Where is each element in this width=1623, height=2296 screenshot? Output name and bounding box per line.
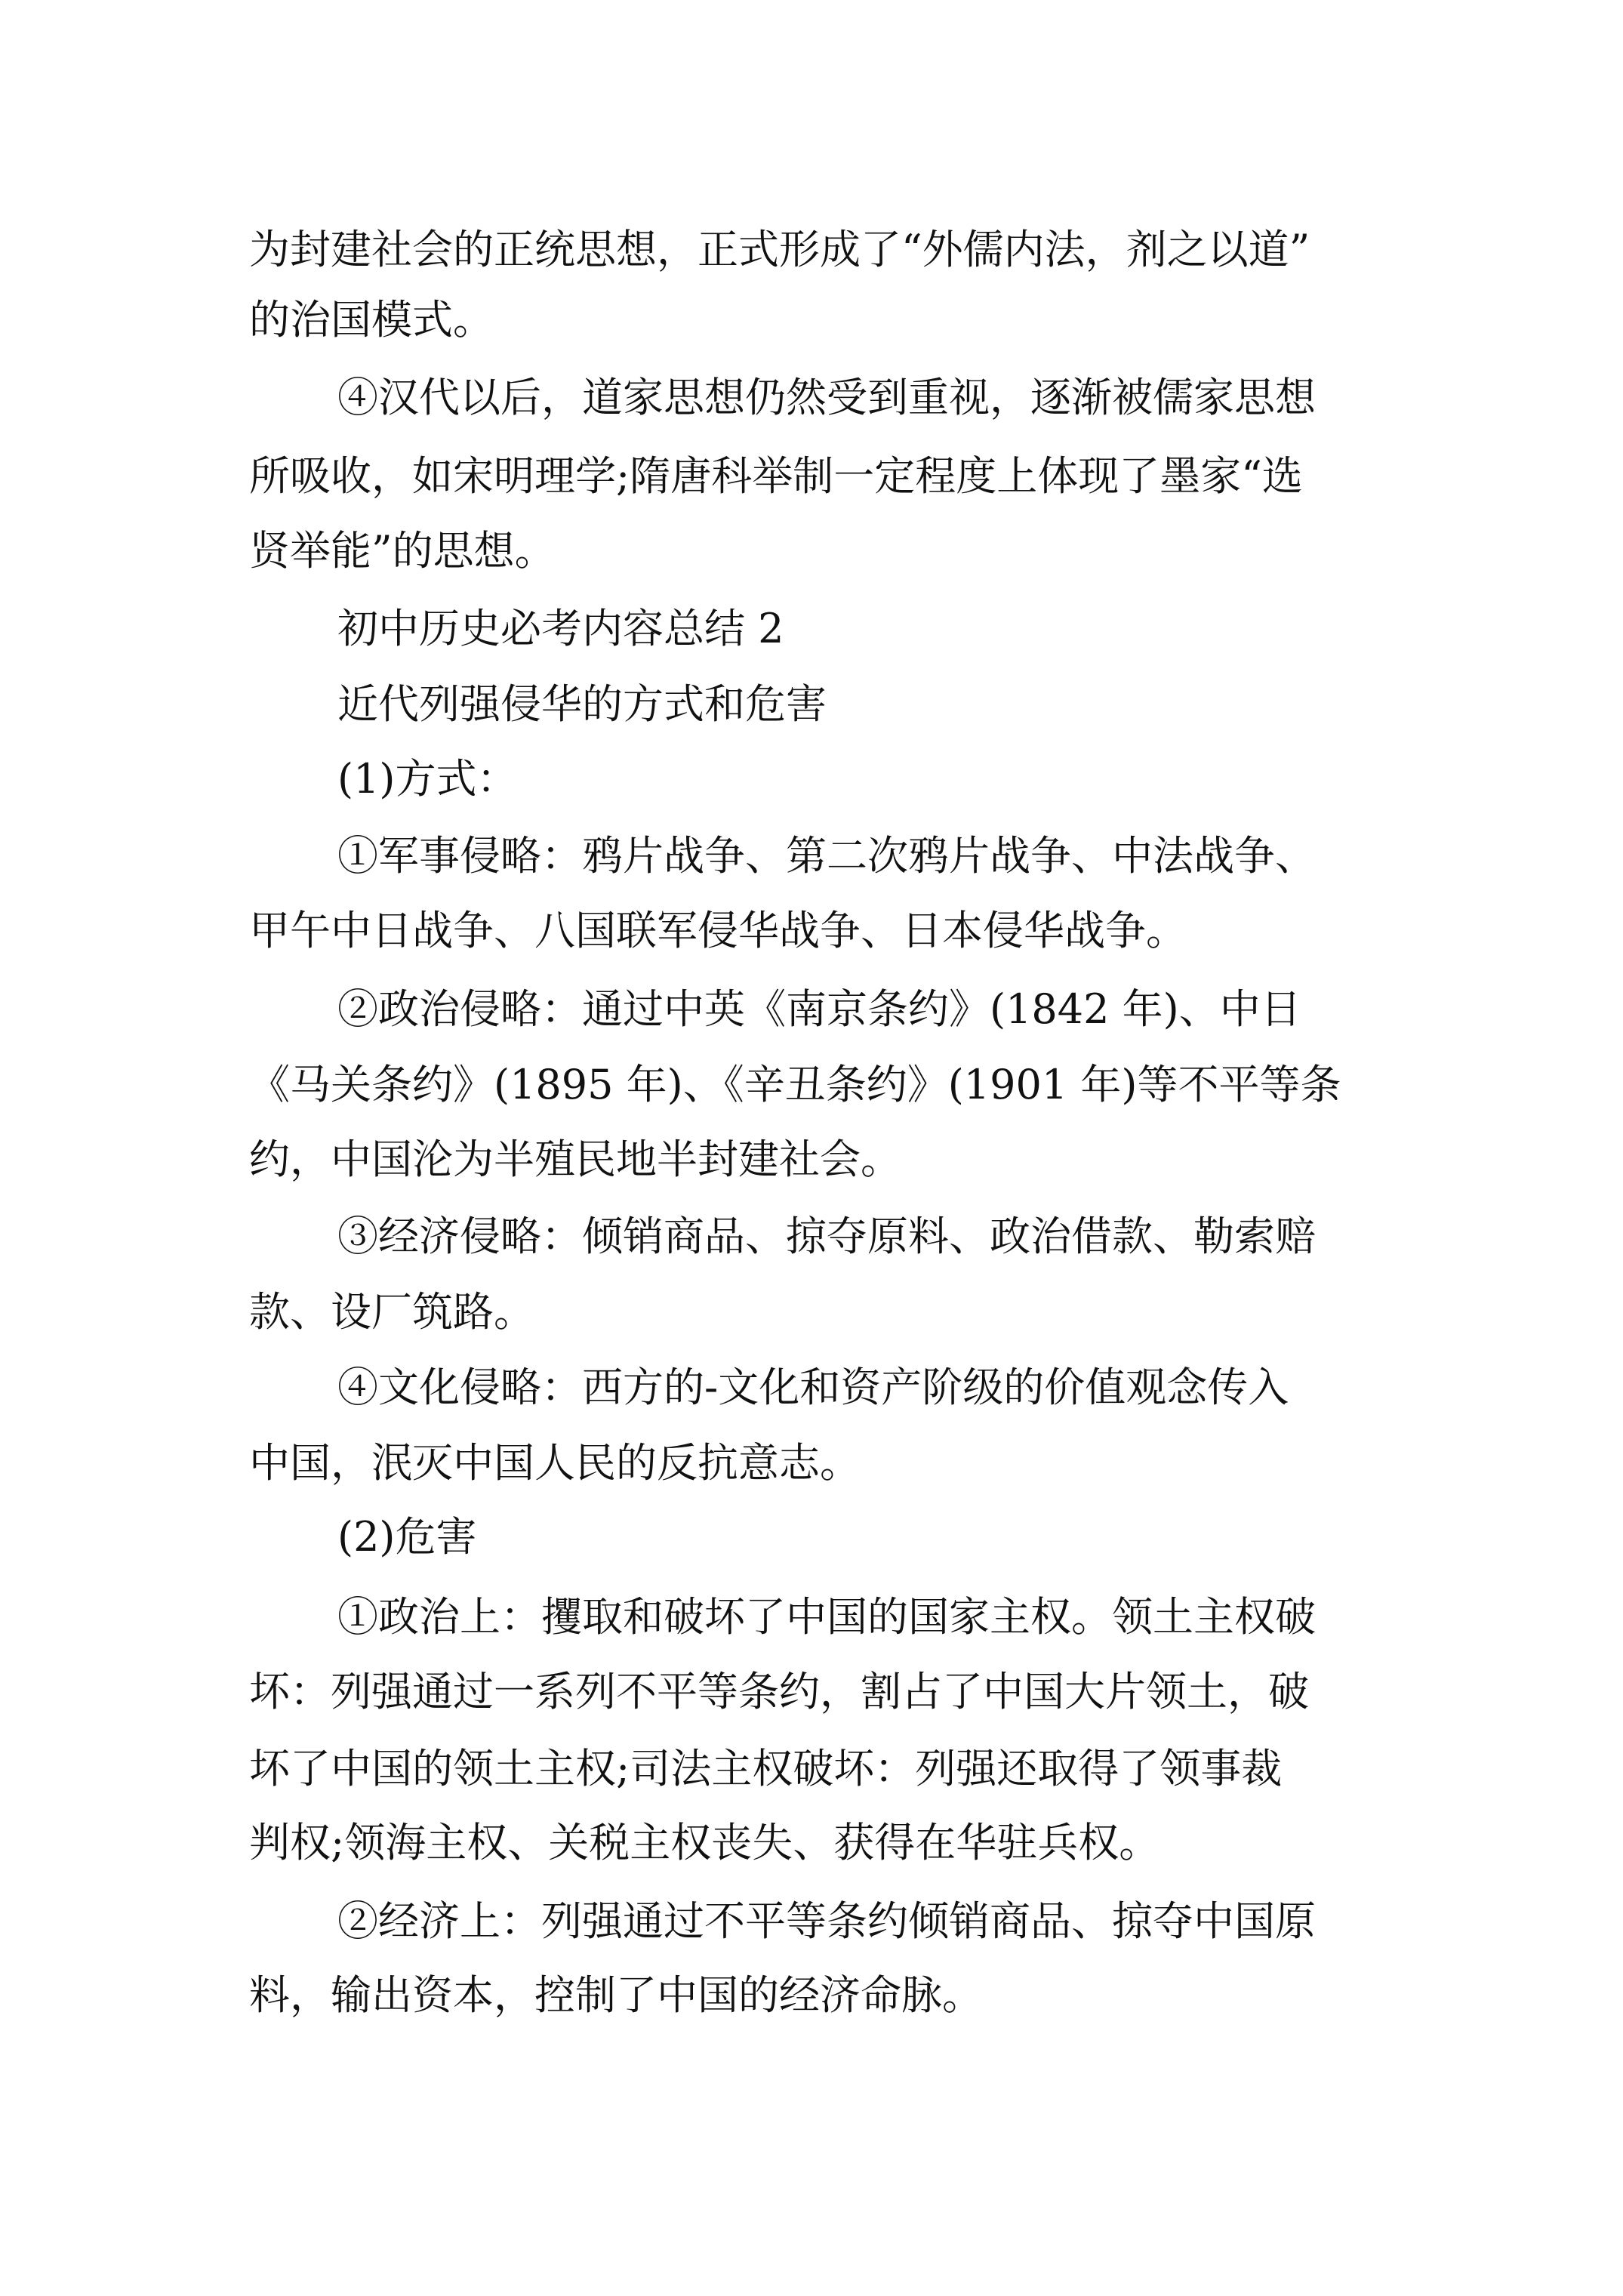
text-line: ③经济侵略：倾销商品、掠夺原料、政治借款、勒索赔 xyxy=(337,1213,1316,1260)
text-line: 判权;领海主权、关税主权丧失、获得在华驻兵权。 xyxy=(249,1819,1160,1866)
text-line: ④汉代以后，道家思想仍然受到重视，逐渐被儒家思想 xyxy=(337,374,1316,421)
text-line: 坏：列强通过一系列不平等条约，割占了中国大片领土，破 xyxy=(249,1668,1309,1715)
text-line: 甲午中日战争、八国联军侵华战争、日本侵华战争。 xyxy=(249,907,1187,954)
text-line: 款、设厂筑路。 xyxy=(249,1288,534,1336)
text-line: 坏了中国的领土主权;司法主权破坏：列强还取得了领事裁 xyxy=(249,1745,1283,1792)
topic-heading: 近代列强侵华的方式和危害 xyxy=(337,680,827,728)
text-line: 所吸收，如宋明理学;隋唐科举制一定程度上体现了墨家“选 xyxy=(249,452,1303,500)
text-line: 约，中国沦为半殖民地半封建社会。 xyxy=(249,1136,901,1183)
text-line: 中国，泯灭中国人民的反抗意志。 xyxy=(249,1439,861,1487)
text-line: ②政治侵略：通过中英《南京条约》(1842 年)、中日 xyxy=(337,985,1301,1033)
text-line: ①政治上：攫取和破坏了中国的国家主权。领土主权破 xyxy=(337,1593,1316,1641)
text-line: ④文化侵略：西方的-文化和资产阶级的价值观念传入 xyxy=(337,1364,1289,1411)
text-line: ①军事侵略：鸦片战争、第二次鸦片战争、中法战争、 xyxy=(337,832,1316,880)
text-line: 贤举能”的思想。 xyxy=(249,527,556,575)
text-line: 料，输出资本，控制了中国的经济命脉。 xyxy=(249,1971,983,2019)
subheading: (1)方式： xyxy=(337,755,518,803)
text-line: 《马关条约》(1895 年)、《辛丑条约》(1901 年)等不平等条 xyxy=(249,1061,1341,1108)
text-line: 的治国模式。 xyxy=(249,296,494,344)
subheading: (2)危害 xyxy=(337,1513,477,1561)
section-title: 初中历史必考内容总结 2 xyxy=(337,605,784,652)
text-line: ②经济上：列强通过不平等条约倾销商品、掠夺中国原 xyxy=(337,1897,1316,1945)
text-line: 为封建社会的正统思想，正式形成了“外儒内法，剂之以道” xyxy=(249,226,1310,273)
